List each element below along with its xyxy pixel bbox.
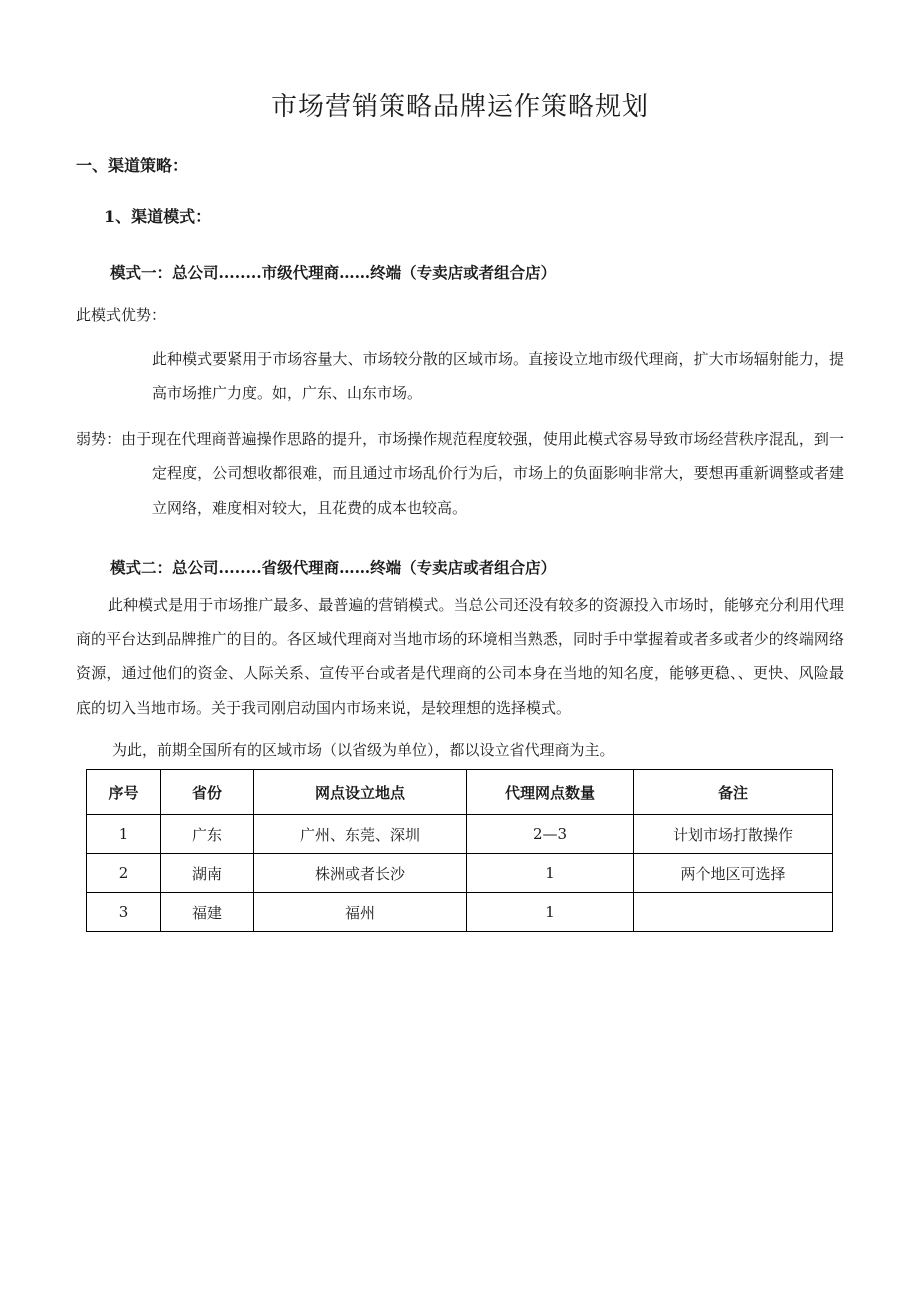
cell-province: 广东 — [161, 815, 254, 854]
table-lead-text: 为此，前期全国所有的区域市场（以省级为单位），都以设立省代理商为主。 — [112, 740, 615, 759]
cell-no: 1 — [87, 815, 161, 854]
mode-two-body-text: 此种模式是用于市场推广最多、最普遍的营销模式。当总公司还没有较多的资源投入市场时，能够充分利用代理商的平台达到品牌推广的目的。各区域代理商对当地市场的环境相当熟悉，同时手中掌握着或者多或者少的终端网络资源，通过他们的资金、人际关系、宣传平台或者是代理商的公司本身在当地的知名度，能够更稳、、更快、风险最底的切入当地市场。关于我司刚启动国内市场来说，是较理想的选择模式。 — [76, 596, 844, 717]
mode-two-line: 模式二：总公司........省级代理商……终端（专卖店或者组合店） — [110, 557, 557, 577]
cell-no: 2 — [87, 854, 161, 893]
cell-note — [634, 893, 833, 932]
mode-one-weakness-text: 弱势：由于现在代理商普遍操作思路的提升，市场操作规范程度较强，使用此模式容易导致市场经营秩序混乱，到一定程度，公司想收都很难，而且通过市场乱价行为后，市场上的负面影响非常大，要想再重新调整或者建立网络，难度相对较大，且花费的成本也较高。 — [76, 430, 844, 517]
mode-one-advantage-label: 此模式优势： — [76, 305, 167, 324]
table-header-count: 代理网点数量 — [467, 770, 634, 815]
cell-note: 两个地区可选择 — [634, 854, 833, 893]
provincial-agent-table — [86, 769, 833, 932]
page-title: 市场营销策略品牌运作策略规划 — [270, 92, 649, 122]
cell-count: 1 — [467, 854, 634, 893]
cell-no: 3 — [87, 893, 161, 932]
cell-site: 株洲或者长沙 — [254, 854, 467, 893]
section-heading-channel-strategy: 一、渠道策略： — [76, 156, 189, 176]
table-row — [87, 854, 833, 893]
cell-province: 福建 — [161, 893, 254, 932]
table-row — [87, 893, 833, 932]
cell-note: 计划市场打散操作 — [634, 815, 833, 854]
cell-count: 1 — [467, 893, 634, 932]
table-header-note: 备注 — [634, 770, 833, 815]
cell-site: 广州、东莞、深圳 — [254, 815, 467, 854]
table-header-row — [87, 770, 833, 815]
table-header-province: 省份 — [161, 770, 254, 815]
table-row — [87, 815, 833, 854]
mode-one-advantage-text: 此种模式要紧用于市场容量大、市场较分散的区域市场。直接设立地市级代理商，扩大市场辐射能力，提高市场推广力度。如，广东、山东市场。 — [152, 349, 844, 403]
subsection-heading-channel-mode: 1、渠道模式： — [104, 206, 212, 226]
table-header-no: 序号 — [87, 770, 161, 815]
cell-site: 福州 — [254, 893, 467, 932]
mode-one-line: 模式一：总公司........市级代理商……终端（专卖店或者组合店） — [110, 262, 557, 282]
cell-province: 湖南 — [161, 854, 254, 893]
cell-count: 2—3 — [467, 815, 634, 854]
table-header-site: 网点设立地点 — [254, 770, 467, 815]
